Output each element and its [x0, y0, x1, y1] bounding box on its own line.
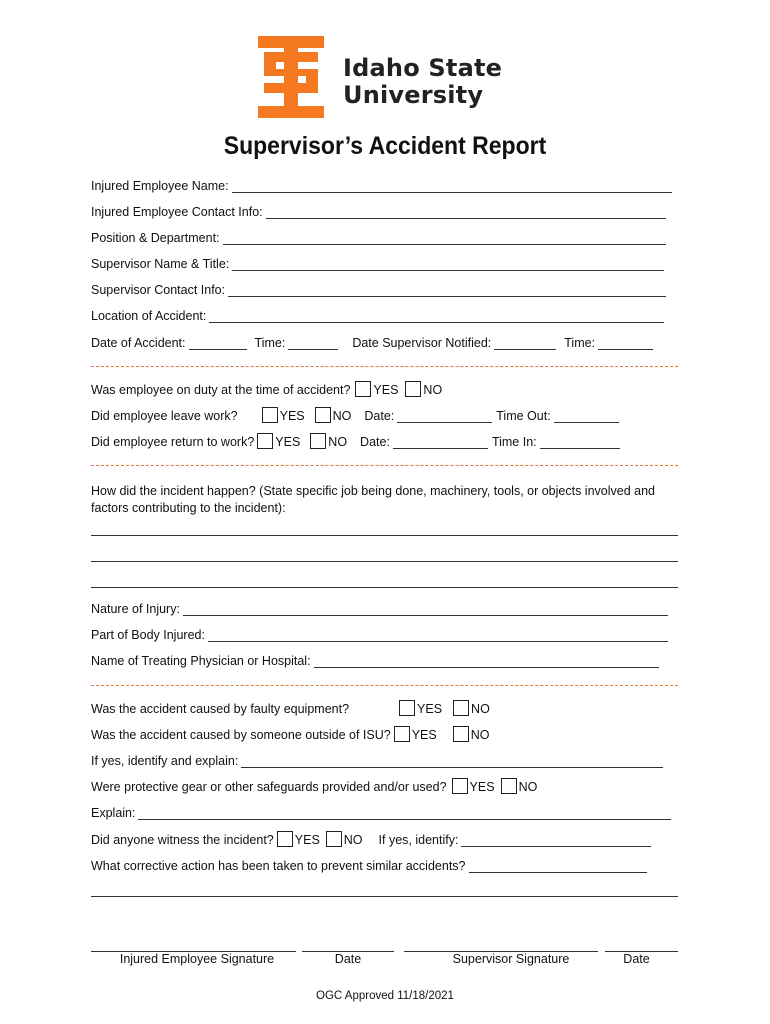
- brand-name: [343, 55, 502, 109]
- footer-approval: OGC Approved 11/18/2021: [316, 990, 454, 1002]
- identify-row: [91, 752, 663, 768]
- location-row: [91, 307, 664, 323]
- physician-row: [91, 652, 659, 668]
- supervisor-name-field[interactable]: [232, 258, 664, 271]
- date-accident-field[interactable]: [189, 337, 247, 350]
- on-duty-yes-checkbox[interactable]: [355, 381, 371, 397]
- yes-label: YES: [417, 702, 443, 716]
- employee-signature-label: Injured Employee Signature: [119, 952, 275, 966]
- gear-yes-checkbox[interactable]: [452, 778, 468, 794]
- witness-no-checkbox[interactable]: [326, 831, 342, 847]
- yes-label: YES: [294, 833, 320, 847]
- location-field[interactable]: [209, 310, 664, 323]
- supervisor-name-label: Supervisor Name & Title:: [91, 257, 230, 271]
- physician-label: Name of Treating Physician or Hospital:: [91, 654, 311, 668]
- faulty-no-checkbox[interactable]: [453, 700, 469, 716]
- position-row: [91, 229, 666, 245]
- if-identify-label: If yes, identify:: [378, 833, 459, 847]
- corrective-answer-line[interactable]: [91, 896, 678, 897]
- witness-identify-field[interactable]: [461, 834, 651, 847]
- leave-work-row: [91, 407, 619, 423]
- employee-contact-row: [91, 203, 666, 219]
- no-label: NO: [518, 780, 538, 794]
- no-label: NO: [471, 702, 490, 716]
- explain-field[interactable]: [138, 807, 671, 820]
- time-out-label: Time Out:: [496, 409, 551, 423]
- location-label: Location of Accident:: [91, 309, 207, 323]
- corrective-row: [91, 857, 647, 873]
- outside-row: [91, 726, 489, 742]
- time-out-field[interactable]: [554, 410, 619, 423]
- identify-label: If yes, identify and explain:: [91, 754, 239, 768]
- incident-answer-line-2[interactable]: [91, 561, 678, 562]
- witness-label: Did anyone witness the incident?: [91, 833, 274, 847]
- time2-label: Time:: [564, 336, 596, 350]
- leave-work-label: Did employee leave work?: [91, 409, 238, 423]
- corrective-label: What corrective action has been taken to prevent similar accidents?: [91, 859, 466, 873]
- supervisor-name-row: [91, 255, 664, 271]
- time-in-label: Time In:: [491, 435, 537, 449]
- return-work-row: [91, 433, 620, 449]
- yes-label: YES: [275, 435, 301, 449]
- incident-question: How did the incident happen? (State specific job being done, machinery, tools, or objects involved and factors contributing to the incident):: [91, 484, 656, 515]
- date-time-row: [91, 334, 653, 350]
- corrective-field[interactable]: [469, 860, 647, 873]
- time-field[interactable]: [288, 337, 338, 350]
- witness-yes-checkbox[interactable]: [277, 831, 293, 847]
- yes-label: YES: [411, 728, 437, 742]
- time-label: Time:: [254, 336, 286, 350]
- no-label: NO: [328, 435, 348, 449]
- return-date-label: Date:: [360, 435, 390, 449]
- gear-row: [91, 778, 537, 794]
- date-notified-label: Date Supervisor Notified:: [352, 336, 492, 350]
- outside-yes-checkbox[interactable]: [394, 726, 410, 742]
- yes-label: YES: [469, 780, 495, 794]
- on-duty-row: [91, 381, 442, 397]
- nature-row: [91, 600, 668, 616]
- employee-contact-field[interactable]: [266, 206, 666, 219]
- employee-name-label: Injured Employee Name:: [91, 179, 229, 193]
- incident-answer-line-3[interactable]: [91, 587, 678, 588]
- body-part-row: [91, 626, 668, 642]
- faulty-yes-checkbox[interactable]: [399, 700, 415, 716]
- time2-field[interactable]: [598, 337, 653, 350]
- return-no-checkbox[interactable]: [310, 433, 326, 449]
- page-title: Supervisor’s Accident Report: [223, 132, 547, 160]
- yes-label: YES: [373, 383, 399, 397]
- position-label: Position & Department:: [91, 231, 220, 245]
- return-date-field[interactable]: [393, 436, 488, 449]
- gear-label: Were protective gear or other safeguards provided and/or used?: [91, 780, 447, 794]
- nature-label: Nature of Injury:: [91, 602, 180, 616]
- employee-name-row: [91, 177, 672, 193]
- no-label: NO: [470, 728, 490, 742]
- yes-label: YES: [279, 409, 305, 423]
- supervisor-contact-row: [91, 281, 666, 297]
- section-divider: [91, 366, 678, 367]
- supervisor-contact-field[interactable]: [228, 284, 666, 297]
- supervisor-signature-label: Supervisor Signature: [452, 952, 570, 966]
- position-field[interactable]: [223, 232, 666, 245]
- leave-date-field[interactable]: [397, 410, 492, 423]
- date-accident-label: Date of Accident:: [91, 336, 186, 350]
- faulty-label: Was the accident caused by faulty equipment?: [91, 702, 350, 716]
- faulty-row: [91, 700, 490, 716]
- body-part-field[interactable]: [208, 629, 668, 642]
- outside-label: Was the accident caused by someone outside of ISU?: [91, 728, 391, 742]
- explain-row: [91, 804, 671, 820]
- brand-line2: University: [343, 81, 484, 109]
- employee-contact-label: Injured Employee Contact Info:: [91, 205, 263, 219]
- no-label: NO: [332, 409, 352, 423]
- time-in-field[interactable]: [540, 436, 620, 449]
- employee-name-field[interactable]: [232, 180, 672, 193]
- incident-answer-line-1[interactable]: [91, 535, 678, 536]
- physician-field[interactable]: [314, 655, 659, 668]
- supervisor-contact-label: Supervisor Contact Info:: [91, 283, 226, 297]
- outside-no-checkbox[interactable]: [453, 726, 469, 742]
- return-work-label: Did employee return to work?: [91, 435, 255, 449]
- leave-yes-checkbox[interactable]: [262, 407, 278, 423]
- date1-label: Date: [334, 952, 362, 966]
- date2-label: Date: [623, 952, 650, 966]
- explain-label: Explain:: [91, 806, 136, 820]
- witness-row: [91, 831, 651, 847]
- brand-line1: Idaho State: [343, 54, 503, 82]
- section-divider: [91, 685, 678, 686]
- isu-logo-icon: [258, 36, 324, 118]
- date-notified-field[interactable]: [494, 337, 556, 350]
- section-divider: [91, 465, 678, 466]
- leave-date-label: Date:: [364, 409, 395, 423]
- return-yes-checkbox[interactable]: [257, 433, 273, 449]
- no-label: NO: [423, 383, 443, 397]
- nature-field[interactable]: [183, 603, 668, 616]
- on-duty-no-checkbox[interactable]: [405, 381, 421, 397]
- body-part-label: Part of Body Injured:: [91, 628, 205, 642]
- no-label: NO: [343, 833, 363, 847]
- identify-field[interactable]: [241, 755, 663, 768]
- leave-no-checkbox[interactable]: [315, 407, 331, 423]
- on-duty-label: Was employee on duty at the time of accident?: [91, 383, 351, 397]
- gear-no-checkbox[interactable]: [501, 778, 517, 794]
